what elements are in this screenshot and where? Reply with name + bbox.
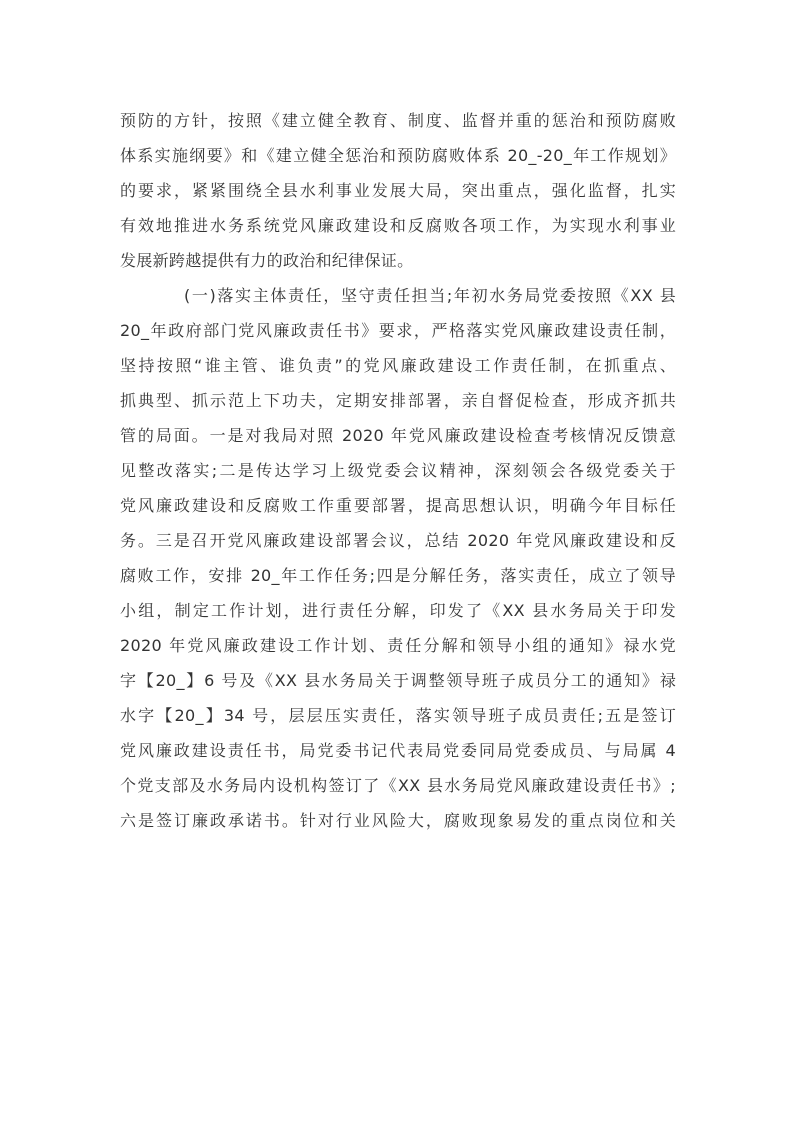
text-line: 体系实施纲要》和《建立健全惩治和预防腐败体系 20_-20_年工作规划》	[120, 146, 676, 165]
text-line: 党风廉政建设和反腐败工作重要部署，提高思想认识，明确今年目标任	[120, 496, 676, 515]
text-line: 个党支部及水务局内设机构签订了《XX 县水务局党风廉政建设责任书》;	[120, 776, 676, 795]
text-line: 党风廉政建设责任书，局党委书记代表局党委同局党委成员、与局属 4	[120, 741, 676, 760]
paragraph-2	[120, 278, 676, 838]
text-line: 发展新跨越提供有力的政治和纪律保证。	[120, 251, 414, 270]
text-line: 2020 年党风廉政建设工作计划、责任分解和领导小组的通知》禄水党	[120, 636, 676, 655]
text-line: 小组，制定工作计划，进行责任分解，印发了《XX 县水务局关于印发	[120, 601, 676, 620]
paragraph-1	[120, 103, 676, 278]
text-line: 六是签订廉政承诺书。针对行业风险大，腐败现象易发的重点岗位和关	[120, 811, 676, 830]
text-line: 字【20_】6 号及《XX 县水务局关于调整领导班子成员分工的通知》禄	[120, 671, 676, 690]
text-line: 的要求，紧紧围绕全县水利事业发展大局，突出重点，强化监督，扎实	[120, 181, 676, 200]
text-line: 腐败工作，安排 20_年工作任务;四是分解任务，落实责任，成立了领导	[120, 566, 676, 585]
text-line: 见整改落实;二是传达学习上级党委会议精神，深刻领会各级党委关于	[120, 461, 676, 480]
text-line: (一)落实主体责任，坚守责任担当;年初水务局党委按照《XX 县	[184, 286, 676, 305]
text-line: 务。三是召开党风廉政建设部署会议，总结 2020 年党风廉政建设和反	[120, 531, 676, 550]
text-line: 有效地推进水务系统党风廉政建设和反腐败各项工作，为实现水利事业	[120, 216, 676, 235]
text-line: 预防的方针，按照《建立健全教育、制度、监督并重的惩治和预防腐败	[120, 111, 676, 130]
body-text	[120, 103, 676, 838]
text-line: 抓典型、抓示范上下功夫，定期安排部署，亲自督促检查，形成齐抓共	[120, 391, 676, 410]
text-line: 坚持按照“谁主管、谁负责”的党风廉政建设工作责任制，在抓重点、	[120, 356, 676, 375]
text-line: 管的局面。一是对我局对照 2020 年党风廉政建设检查考核情况反馈意	[120, 426, 676, 445]
text-line: 水字【20_】34 号，层层压实责任，落实领导班子成员责任;五是签订	[120, 706, 676, 725]
text-line: 20_年政府部门党风廉政责任书》要求，严格落实党风廉政建设责任制，	[120, 321, 676, 340]
